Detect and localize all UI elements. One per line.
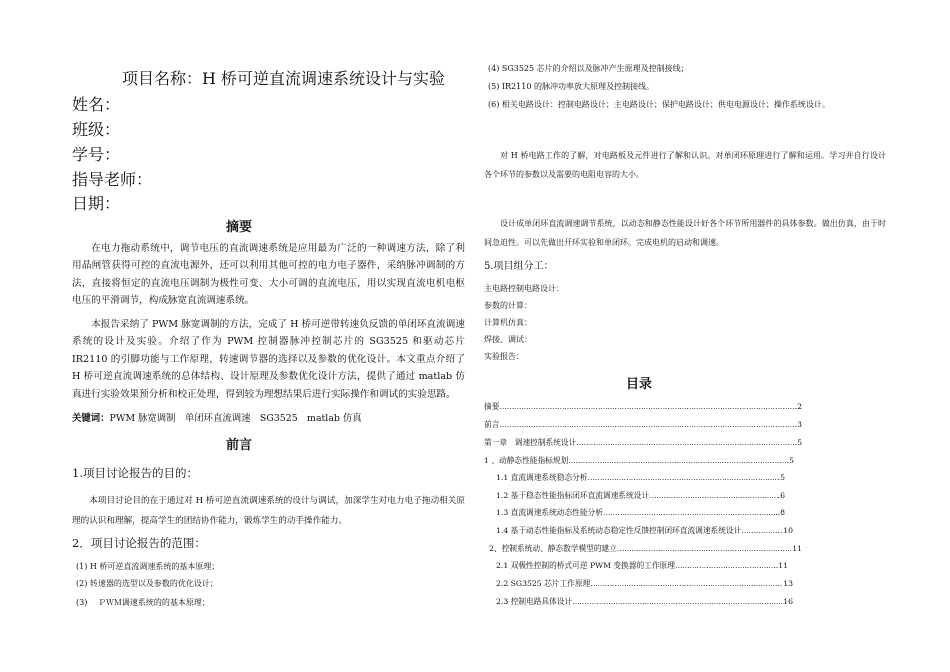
toc-entry[interactable]: 1.4 基于动态性能指标及系统动态稳定性反馈控制闭环直流调速系统设计 ………………………………………………………………………………………………………………………………………………………………………………………………………… .10 [496,525,793,536]
scope-item-5: (5) IR2110 的脉冲功率放大原理及控制接线。 [488,82,654,91]
scope-item-6: (6) 相关电路设计：控制电路设计；主电路设计；保护电路设计；供电电源设计；操作系统设计。 [488,100,830,109]
keywords-text: PWM 脉宽调制 单闭环直流调速 SG3525 matlab 仿真 [109,413,362,424]
abstract-heading: 摘要 [225,220,252,235]
team-item-2: 参数的计算： [484,301,532,310]
team-item-1: 主电路控制电路设计： [484,284,564,293]
section-3-text: 对 H 桥电路工作的了解，对电路板及元件进行了解和认识。对单闭环原理进行了解和运用。学习并自行设计各个环节的参数以及需要的电阻电容的大小。 [484,151,886,179]
scope-item-1: (1) H 桥可逆直流调速系统的基本原理； [76,562,220,571]
section-4-text: 设计成单闭环直流调速调节系统，以动态和静态性能设计好各个环节所用器件的具体参数。做出仿真，由于时间急迫性。可以先做出开环实验和单闭环。完成电机的启动和调速。 [484,219,886,247]
keywords-label: 关键词： [72,413,110,424]
field-advisor: 指导老师： [72,170,153,189]
toc-entry[interactable]: 摘要 ………………………………………………………………………………………………………………………………………………………………………………………………………… ......2 [484,401,802,412]
field-class: 班级： [72,120,121,139]
toc-entry[interactable]: 1 、动静态性能指标规划 ………………………………………………………………………………………………………………………………………………………………………………………………………… ..5 [484,455,794,466]
section-5-heading: 5.项目组分工： [484,261,554,272]
toc-entry[interactable]: 2.1 双极性控制的桥式可逆 PWM 变换器的工作原理 ………………………………………………………………………………………………………………………………………………………………………………………………………… ..11 [496,560,788,571]
scope-item-2: (2) 转速器的选型以及参数的优化设计； [76,579,218,588]
field-date: 日期： [72,194,121,213]
section-1-heading: 1.项目讨论报告的目的： [72,466,198,480]
abstract-paragraph-2: 本报告采纳了 PWM 脉宽调制的方法，完成了 H 桥可逆带转速负反馈的单闭环直流调速系统的设计及实验。介绍了作为 PWM 控制器脉冲控制芯片的 SG3525 和驱动芯片 IR2110 的引脚功能与工作原理，转速调节器的选择以及参数的优化设计。本文重点介绍了 H 桥可逆直流调速系统的总体结构、设计原理及参数优化设计方法，提供了通过 matlab 仿真进行实验效果预分析和校正处理，得到较为理想结果后进行实际操作和调试的实验思路。 [72,319,465,400]
project-title: 项目名称：H 桥可逆直流调速系统设计与实验 [122,69,446,88]
toc-entry[interactable]: 2、控制系统动、静态数学模型的建立 ………………………………………………………………………………………………………………………………………………………………………………………………………… 11 [489,543,802,554]
preface-heading: 前言 [225,438,252,453]
toc-entry[interactable]: 1.3 直流调速系统动态性能分析 ………………………………………………………………………………………………………………………………………………………………………………………………………… ..8 [496,507,785,518]
toc-heading: 目录 [625,377,652,392]
keywords-line [72,410,362,424]
abstract-paragraph-1: 在电力拖动系统中，调节电压的直流调速系统是应用最为广泛的一种调速方法，除了利用晶闸管获得可控的直流电源外，还可以利用其他可控的电力电子器件，采纳脉冲调制的方法，直接将恒定的直流电压调制为极性可变、大小可调的直流电压，用以实现直流电机电枢电压的平滑调节，构成脉宽直流调速系统。 [72,243,465,307]
toc-entry[interactable]: 第一章 调速控制系统设计 ………………………………………………………………………………………………………………………………………………………………………………………………………… ..5 [484,437,802,448]
toc-entry[interactable]: 前言 ………………………………………………………………………………………………………………………………………………………………………………………………………… ..3 [484,419,802,430]
team-item-4: 焊接、调试： [484,335,532,344]
team-item-5: 实验报告： [484,352,524,361]
toc-entry[interactable]: 1.1 直流调速系统稳态分析 ………………………………………………………………………………………………………………………………………………………………………………………………………… .5 [496,472,785,483]
field-student-id: 学号： [72,145,121,164]
toc-entry[interactable]: 2.3 控制电路具体设计 ………………………………………………………………………………………………………………………………………………………………………………………………………… ..16 [496,596,793,607]
toc-entry[interactable]: 1.2 基于稳态性能指标闭环直流调速系统设计 ………………………………………………………………………………………………………………………………………………………………………………………………………… .6 [496,490,785,501]
scope-item-4: (4) SG3525 芯片的介绍以及脉冲产生原理及控制接线； [488,64,689,73]
scope-item-3: (3) ＰＷＭ调速系统的的基本原理； [76,598,210,607]
field-name: 姓名： [72,95,121,114]
toc-entry[interactable]: 2.2 SG3525 芯片工作原理 ………………………………………………………………………………………………………………………………………………………………………………………………………… 13 [496,578,793,589]
team-item-3: 计算机仿真： [484,318,532,327]
section-1-text: 本项目讨论目的在于通过对 H 桥可逆直流调速系统的设计与调试，加深学生对电力电子拖动相关原理的认识和理解，提高学生的团结协作能力，锻炼学生的动手操作能力。 [72,496,465,526]
section-2-heading: 2．项目讨论报告的范围： [72,536,206,550]
